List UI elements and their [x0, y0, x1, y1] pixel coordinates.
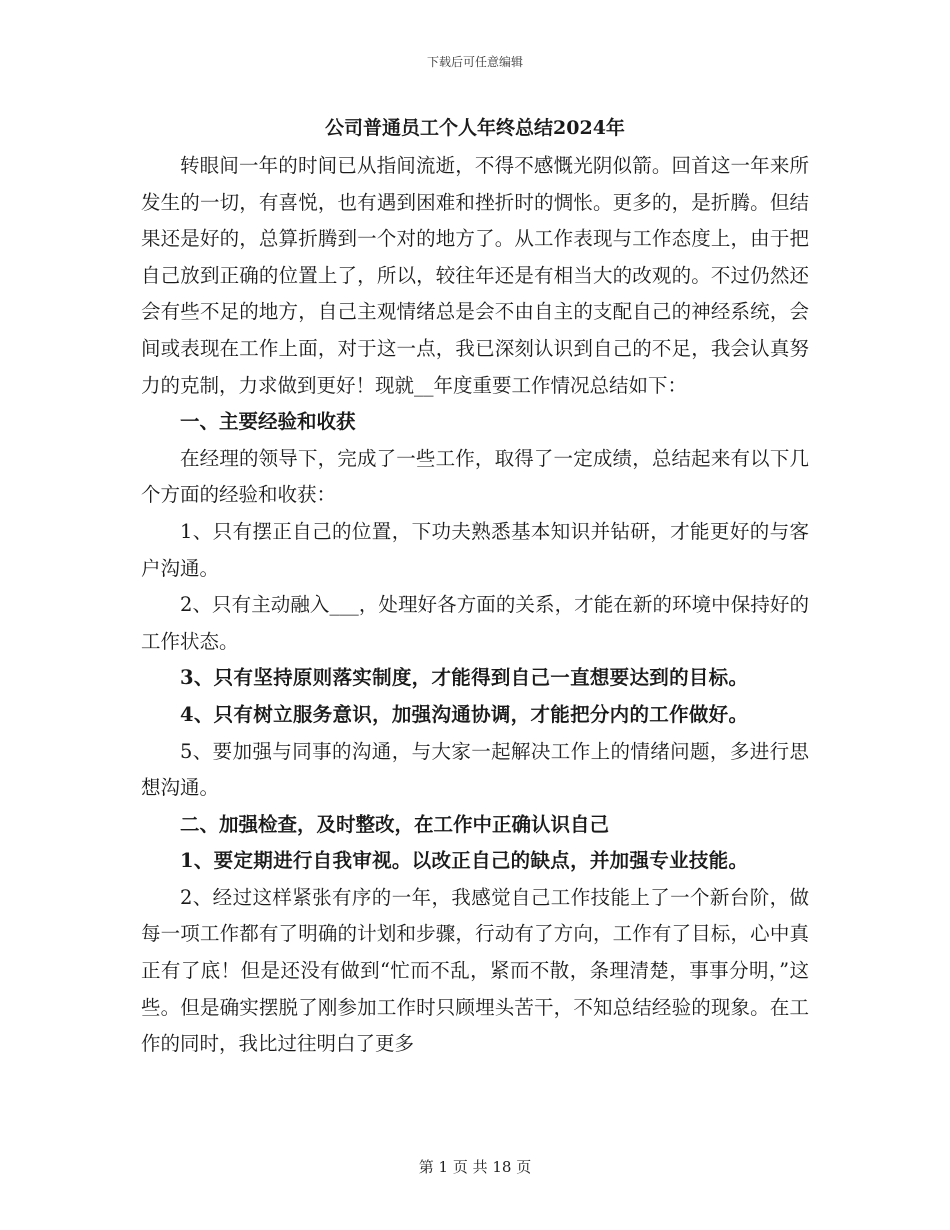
section-heading-2: 二、加强检查，及时整改，在工作中正确认识自己 [180, 812, 610, 836]
page-number-footer: 第 1 页 共 18 页 [418, 1158, 532, 1176]
page-header-note: 下载后可任意编辑 [426, 55, 523, 69]
intro-paragraph: 转眼间一年的时间已从指间流逝，不得不感慨光阴似箭。回首这一年来所发生的一切，有喜悦，也有遇到困难和挫折时的惆怅。更多的，是折腾。但结果还是好的，总算折腾到一个对的地方了。从工作表现与工作态度上，由于把自己放到正确的位置上了，所以，较往年还是有相当大的改观的。不过仍然还会有些不足的地方，自己主观情绪总是会不由自主的支配自己的神经系统，会间或表现在工作上面，对于这一点，我已深刻认识到自己的不足，我会认真努力的克制，力求做到更好！现就__年度重要工作情况总结如下： [141, 154, 809, 397]
section-heading-1: 一、主要经验和收获 [180, 410, 356, 434]
document-title: 公司普通员工个人年终总结2024年 [325, 117, 625, 139]
list-item-4: 4、只有树立服务意识，加强沟通协调，才能把分内的工作做好。 [180, 702, 749, 726]
section2-item-1: 1、要定期进行自我审视。以改正自己的缺点，并加强专业技能。 [180, 849, 749, 873]
paragraph-experience-intro: 在经理的领导下，完成了一些工作，取得了一定成绩，总结起来有以下几个方面的经验和收获： [141, 446, 809, 507]
section2-item-2: 2、经过这样紧张有序的一年，我感觉自己工作技能上了一个新台阶，做每一项工作都有了明确的计划和步骤，行动有了方向，工作有了目标，心中真正有了底！但是还没有做到“忙而不乱，紧而不散，条理清楚，事事分明，”这些。但是确实摆脱了刚参加工作时只顾埋头苦干，不知总结经验的现象。在工作的同时，我比过往明白了更多 [141, 885, 809, 1056]
list-item-5: 5、要加强与同事的沟通，与大家一起解决工作上的情绪问题，多进行思想沟通。 [141, 739, 809, 800]
document-body [141, 108, 809, 1063]
list-item-2: 2、只有主动融入___，处理好各方面的关系，才能在新的环境中保持好的工作状态。 [141, 593, 809, 653]
list-item-3: 3、只有坚持原则落实制度，才能得到自己一直想要达到的目标。 [180, 666, 749, 690]
list-item-1: 1、只有摆正自己的位置，下功夫熟悉基本知识并钻研，才能更好的与客户沟通。 [141, 519, 809, 580]
